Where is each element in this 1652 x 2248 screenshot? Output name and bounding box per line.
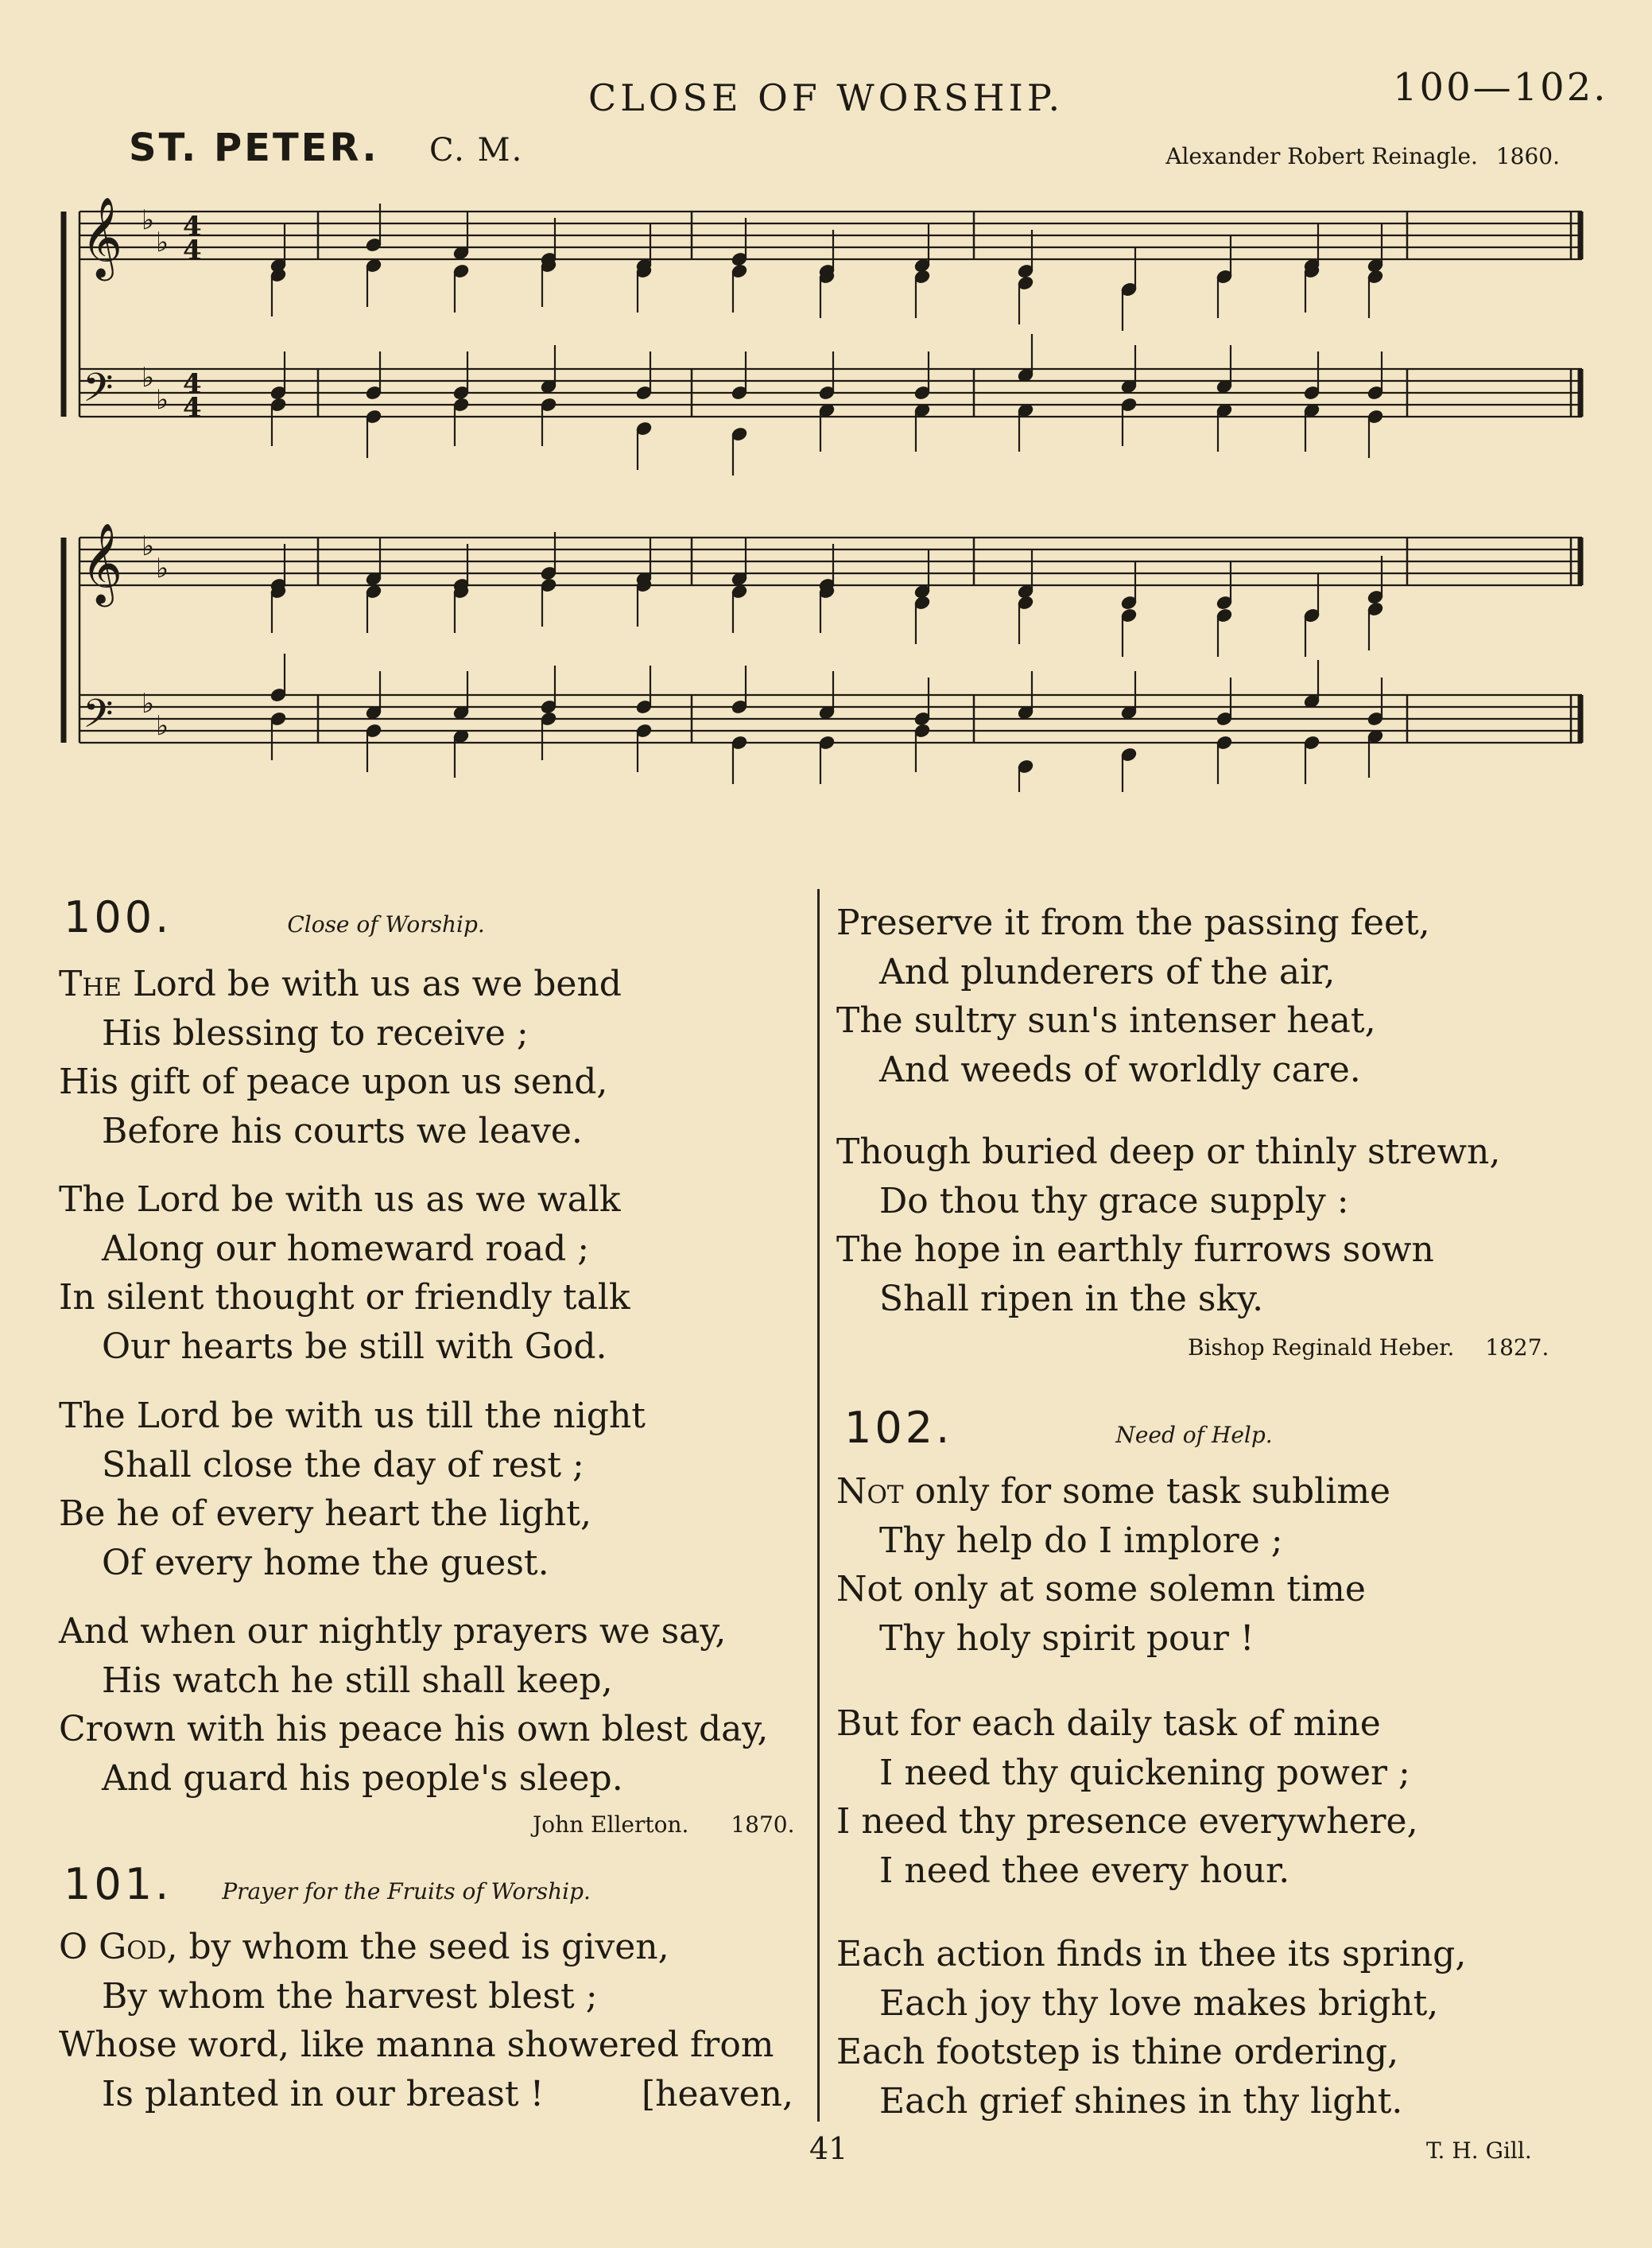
verse-line: The sultry sun's intenser heat,: [836, 1000, 1376, 1041]
verse-line: Not only at some solemn time: [836, 1569, 1366, 1609]
bass-clef: 𝄢: [83, 365, 114, 421]
verse-line: Thy holy spirit pour !: [879, 1617, 1255, 1659]
verse-line: And when our nightly prayers we say,: [59, 1611, 727, 1652]
flat-sign: ♭: [156, 384, 169, 416]
verse-line: Before his courts we leave.: [102, 1110, 583, 1151]
treble-clef: 𝄞: [81, 196, 123, 278]
tune-meter: C. M.: [429, 132, 524, 169]
flat-sign: ♭: [142, 530, 155, 562]
first-word: Not: [836, 1471, 904, 1512]
section-title: CLOSE OF WORSHIP.: [588, 76, 1064, 119]
verse-line: Shall ripen in the sky.: [879, 1278, 1264, 1319]
year: 1827.: [1485, 1334, 1549, 1361]
verse-line: Our hearts be still with God.: [102, 1326, 607, 1367]
flat-sign: ♭: [156, 710, 169, 742]
flat-sign: ♭: [142, 362, 155, 394]
hymn-100-stanza-3: [59, 1392, 646, 1587]
tune-name: ST. PETER.: [129, 126, 379, 170]
hymn-subtitle: Need of Help.: [1115, 1422, 1273, 1448]
time-signature: 4: [183, 235, 202, 266]
verse-line: Each grief shines in thy light.: [879, 2080, 1403, 2122]
verse-line: Each action finds in thee its spring,: [836, 1934, 1467, 1974]
time-signature: 4: [183, 392, 202, 424]
verse-line: The Lord be with us as we walk: [59, 1179, 621, 1220]
hymn-102-stanza-2: [836, 1699, 1418, 1895]
hymn-number: 102.: [844, 1403, 953, 1453]
time-signature: 4: [183, 211, 202, 243]
verse-line: [59, 2070, 793, 2119]
hymn-number: 100.: [64, 892, 173, 942]
column-divider: [817, 889, 820, 2122]
verse-line: Along our homeward road ;: [102, 1228, 590, 1269]
hymn-100-heading: [64, 892, 485, 942]
hymn-102-stanza-1: [836, 1467, 1390, 1663]
author: T. H. Gill.: [1426, 2137, 1532, 2164]
hymn-100-stanza-4: [59, 1607, 768, 1803]
music-score: [56, 188, 1590, 792]
verse-line: Each footstep is thine ordering,: [836, 2032, 1399, 2072]
overflow-word: [heaven,: [642, 2073, 793, 2114]
verse-line: I need thy quickening power ;: [879, 1752, 1410, 1793]
verse-line: Be he of every heart the light,: [59, 1493, 591, 1534]
verse-line: Each joy thy love makes bright,: [879, 1982, 1439, 2024]
composer-name: Alexander Robert Reinagle.: [1165, 143, 1478, 169]
hymn-subtitle: Prayer for the Fruits of Worship.: [222, 1878, 591, 1904]
year: 1870.: [731, 1811, 795, 1838]
verse-line: And plunderers of the air,: [879, 951, 1336, 992]
page-number: 41: [809, 2131, 848, 2166]
verse-line: Preserve it from the passing feet,: [836, 903, 1430, 943]
verse-line: I need thy presence everywhere,: [836, 1801, 1418, 1842]
hymn-101-stanza-1: [59, 1923, 793, 2118]
verse-line: [836, 1467, 1390, 1516]
composer-year: 1860.: [1495, 143, 1560, 169]
hymn-102-attribution: [1426, 2137, 1532, 2164]
verse-text: by whom the seed is given,: [188, 1927, 669, 1967]
hymn-number: 101.: [64, 1859, 173, 1909]
verse-line: O God, by whom the seed is given,: [59, 1927, 669, 1967]
verse-line: In silent thought or friendly talk: [59, 1277, 630, 1318]
verse-line: His gift of peace upon us send,: [59, 1062, 608, 1102]
first-word: The: [59, 964, 122, 1004]
author: John Ellerton.: [533, 1811, 689, 1838]
verse-line: Whose word, like manna showered from: [59, 2025, 774, 2065]
treble-clef: 𝄞: [81, 522, 123, 604]
verse-line: [59, 960, 622, 1009]
verse-line: Thy help do I implore ;: [879, 1520, 1283, 1561]
bass-clef: 𝄢: [83, 691, 114, 747]
verse-line: The Lord be with us till the night: [59, 1396, 646, 1436]
verse-line: And weeds of worldly care.: [879, 1049, 1361, 1090]
flat-sign: ♭: [142, 688, 155, 720]
flat-sign: ♭: [142, 204, 155, 236]
hymn-101-attribution: [1188, 1334, 1549, 1361]
time-signature: 4: [183, 368, 202, 400]
verse-text: Is planted in our breast !: [102, 2073, 545, 2114]
verse-line: And guard his people's sleep.: [102, 1757, 623, 1799]
verse-line: Shall close the day of rest ;: [102, 1444, 584, 1485]
verse-line: His watch he still shall keep,: [102, 1660, 613, 1701]
author: Bishop Reginald Heber.: [1188, 1334, 1455, 1361]
flat-sign: ♭: [156, 227, 169, 258]
hymn-101-heading: [64, 1859, 591, 1909]
verse-line: Though buried deep or thinly strewn,: [836, 1132, 1501, 1172]
hymn-100-stanza-1: [59, 960, 622, 1155]
verse-text: Lord be with us as we bend: [133, 964, 622, 1004]
hymn-102-heading: [844, 1403, 1273, 1453]
verse-line: Crown with his peace his own blest day,: [59, 1709, 769, 1749]
hymn-100-attribution: [533, 1811, 794, 1838]
verse-line: But for each daily task of mine: [836, 1703, 1381, 1744]
verse-line: Do thou thy grace supply :: [879, 1180, 1349, 1221]
flat-sign: ♭: [156, 553, 169, 584]
hymn-101-stanza-3: [836, 1128, 1500, 1323]
hymn-100-stanza-2: [59, 1175, 630, 1371]
verse-line: By whom the harvest blest ;: [102, 1975, 598, 2017]
hymn-subtitle: Close of Worship.: [287, 911, 485, 938]
first-word: God,: [99, 1927, 178, 1967]
verse-line: The hope in earthly furrows sown: [836, 1229, 1434, 1270]
hymn-102-stanza-3: [836, 1930, 1466, 2126]
composer: [1165, 143, 1560, 169]
verse-line: I need thee every hour.: [879, 1850, 1290, 1891]
hymn-101-stanza-2: [836, 899, 1430, 1094]
verse-text: only for some task sublime: [914, 1471, 1391, 1512]
verse-line: His blessing to receive ;: [102, 1012, 529, 1054]
verse-line: Of every home the guest.: [102, 1542, 549, 1583]
hymn-range: 100—102.: [1393, 65, 1608, 110]
